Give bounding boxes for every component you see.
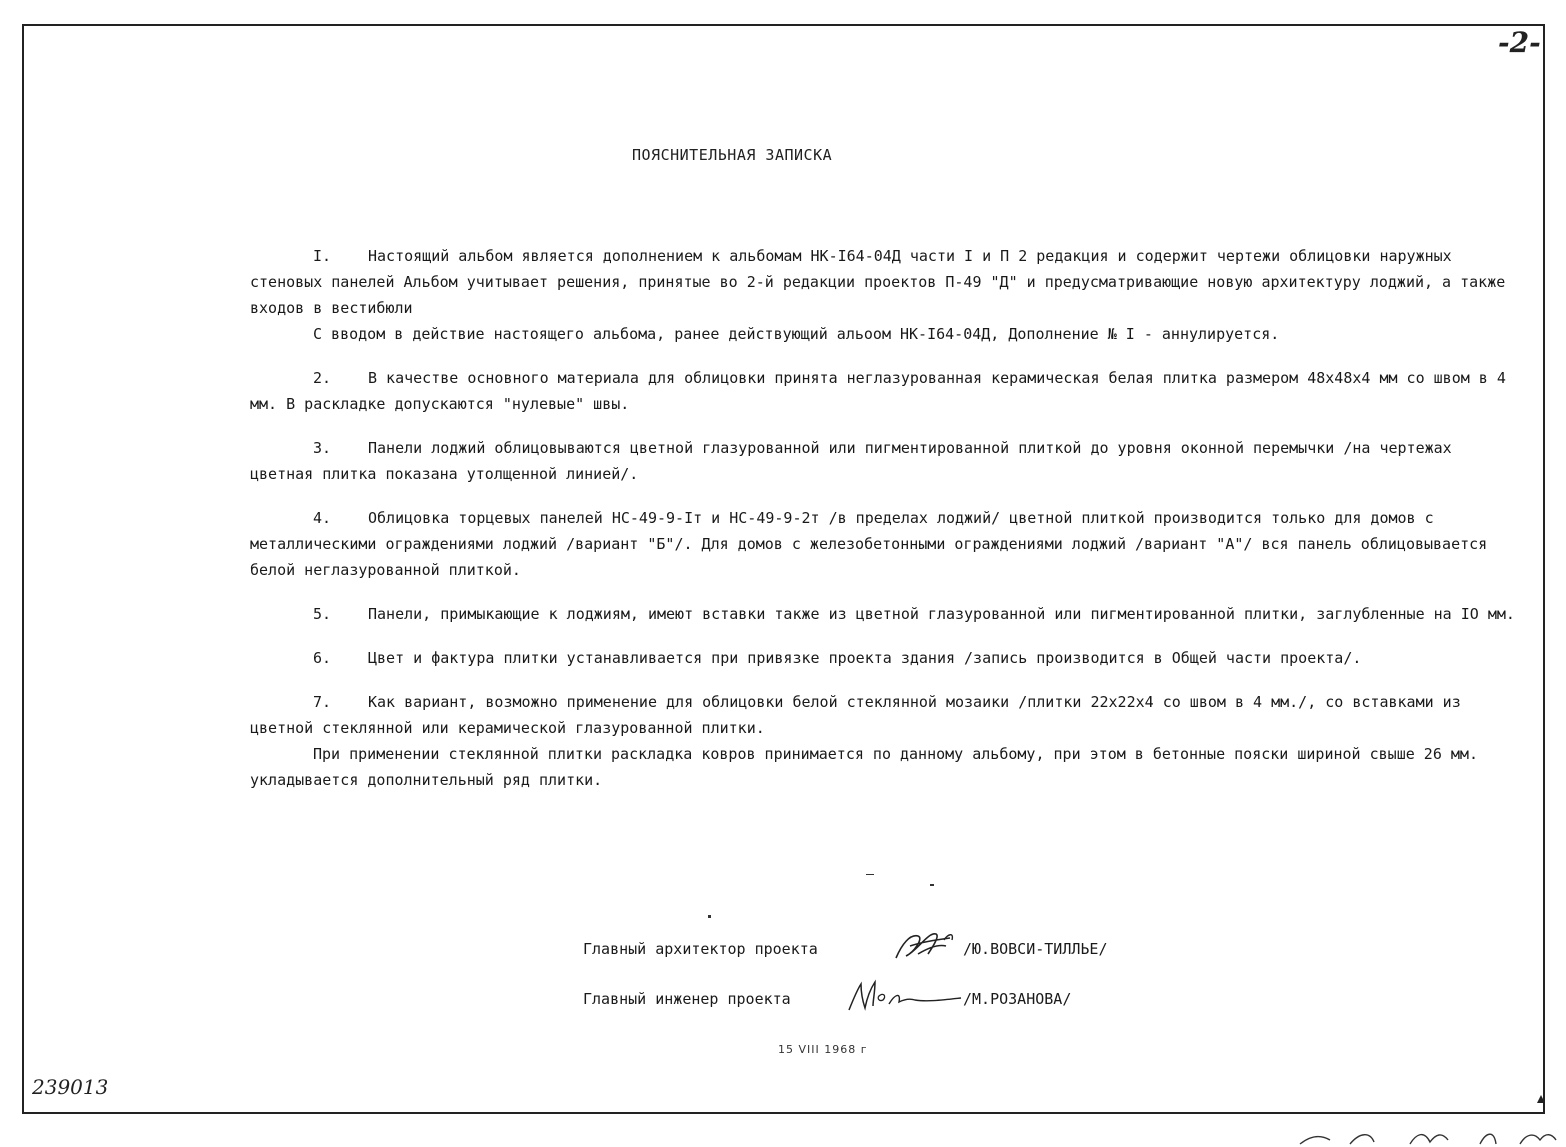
- paragraph-7: [250, 689, 1515, 741]
- paragraph-text: Как вариант, возможно применение для облицовки белой стеклянной мозаики /плитки 22х22х4 со швом в 4 мм./, со вставками из цветной стеклянной или керамической глазурованной плитки.: [250, 693, 1461, 737]
- paragraph-number: 7.: [313, 693, 332, 711]
- paragraph-1: [250, 243, 1515, 321]
- paragraph-text: С вводом в действие настоящего альбома, ранее действующий альоом НК-I64-04Д, Дополнение № I - аннулируется.: [313, 325, 1280, 343]
- paragraph-number: 3.: [313, 439, 332, 457]
- paragraph-5: [250, 601, 1515, 627]
- paragraph-number: I.: [313, 247, 332, 265]
- ink-speck: [866, 874, 874, 875]
- paragraph-text: Панели, примыкающие к лоджиям, имеют вставки также из цветной глазурованной или пигментированной плитки, заглубленные на IO мм.: [368, 605, 1515, 623]
- paragraph-7-continuation: [250, 741, 1515, 793]
- paragraph-number: 4.: [313, 509, 332, 527]
- engineer-signature: [843, 974, 963, 1018]
- paragraph-text: Облицовка торцевых панелей НС-49-9-Iт и НС-49-9-2т /в пределах лоджий/ цветной плиткой производится только для домов с металлическими ограждениями лоджий /вариант "Б"/. Для домов с железобетонными ограждениями лоджий /вариант "А"/ вся панель облицовывается белой неглазурованной плиткой.: [250, 509, 1488, 579]
- document-date: 15 VIII 1968 г: [778, 1043, 868, 1056]
- bottom-scrawl: [1290, 1126, 1560, 1146]
- page-number: -2-: [1498, 26, 1541, 59]
- paragraph-4: [250, 505, 1515, 583]
- paragraph-text: Настоящий альбом является дополнением к альбомам НК-I64-04Д части I и П 2 редакция и содержит чертежи облицовки наружных стеновых панелей Альбом учитывает решения, принятые во 2-й редакции проектов П-49 "Д" и предусматривающие новую архитектуру лоджий, а также входов в вестибюли: [250, 247, 1506, 317]
- paragraph-text: В качестве основного материала для облицовки принята неглазурованная керамическая белая плитка размером 48х48х4 мм со швом в 4 мм. В раскладке допускаются "нулевые" швы.: [250, 369, 1506, 413]
- engineer-name: /М.РОЗАНОВА/: [963, 990, 1072, 1008]
- paragraph-2: [250, 365, 1515, 417]
- ink-speck: [930, 884, 934, 886]
- paragraph-1-continuation: [250, 321, 1515, 347]
- paragraph-number: 2.: [313, 369, 332, 387]
- engineer-role: Главный инженер проекта: [583, 990, 791, 1008]
- document-title: ПОЯСНИТЕЛЬНАЯ ЗАПИСКА: [632, 146, 833, 164]
- paragraph-number: 5.: [313, 605, 332, 623]
- inventory-number: 239013: [32, 1075, 109, 1099]
- document-body: [250, 243, 1515, 811]
- architect-signature: [888, 924, 968, 968]
- corner-mark: [1537, 1095, 1545, 1103]
- paragraph-text: При применении стеклянной плитки раскладка ковров принимается по данному альбому, при этом в бетонные пояски шириной свыше 26 мм. укладывается дополнительный ряд плитки.: [250, 745, 1478, 789]
- ink-speck: [708, 915, 711, 918]
- paragraph-text: Цвет и фактура плитки устанавливается при привязке проекта здания /запись производится в Общей части проекта/.: [368, 649, 1362, 667]
- paragraph-number: 6.: [313, 649, 332, 667]
- paragraph-6: [250, 645, 1515, 671]
- architect-name: /Ю.ВОВСИ-ТИЛЛЬЕ/: [963, 940, 1108, 958]
- paragraph-text: Панели лоджий облицовываются цветной глазурованной или пигментированной плиткой до уровня оконной перемычки /на чертежах цветная плитка показана утолщенной линией/.: [250, 439, 1452, 483]
- architect-role: Главный архитектор проекта: [583, 940, 818, 958]
- paragraph-3: [250, 435, 1515, 487]
